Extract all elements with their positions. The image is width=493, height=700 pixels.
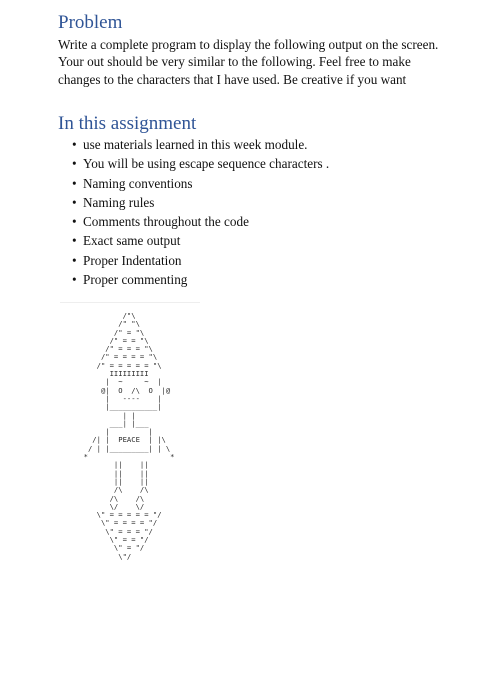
list-item: • Naming conventions <box>72 174 329 193</box>
list-item: • Proper Indentation <box>72 251 329 270</box>
problem-heading: Problem <box>58 12 123 33</box>
list-item: • Exact same output <box>72 231 329 250</box>
list-item: • Comments throughout the code <box>72 212 329 231</box>
assignment-list <box>72 135 329 289</box>
assignment-heading: In this assignment <box>58 113 197 134</box>
list-item: • You will be using escape sequence characters . <box>72 154 329 173</box>
ascii-art-output: /"\ /" "\ /" = "\ /" = = "\ /" = = = "\ /" = = = = "\ /" = = = = = "\ IIIIIIIII | ~ ~ | @| O /\ O |@ | ---- | |___________| | | ___| |___ | | /| | PEACE | |\ / | |_________| | \ * * || || || || || || /\ /\ /\ /\ \/ \/ \" = = = = = "/ \" = = = = "/ \" = = = "/ \" = = "/ \" = "/ \"/ <box>83 311 175 561</box>
list-item: • use materials learned in this week module. <box>72 135 329 154</box>
list-item: • Proper commenting <box>72 270 329 289</box>
list-item: • Naming rules <box>72 193 329 212</box>
problem-description: Write a complete program to display the following output on the screen. Your out should be very similar to the following. Feel free to make changes to the characters that I have used. Be creative if you want <box>58 37 439 87</box>
